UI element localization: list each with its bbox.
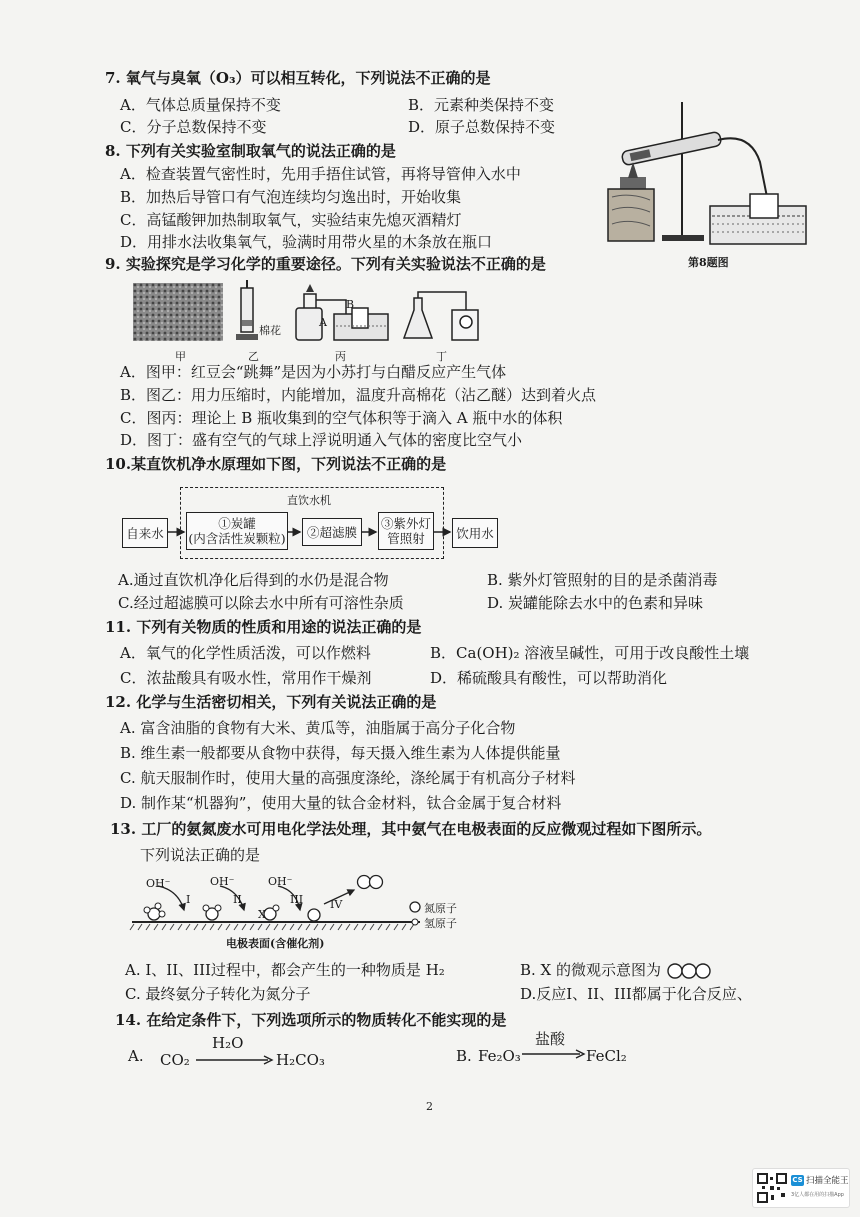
q9-label-yi: 乙 (248, 350, 259, 363)
scanner-name: 扫描全能王 (806, 1176, 849, 1186)
q10-option-a: A.通过直饮机净化后得到的水仍是混合物 (118, 571, 389, 589)
q7-option-d: D．原子总数保持不变 (408, 118, 556, 136)
q14-stem: 14. 在给定条件下，下列选项所示的物质转化不能实现的是 (115, 1011, 507, 1029)
q10-step1-line2: (内含活性炭颗粒) (188, 531, 286, 546)
q12-stem: 12. 化学与生活密切相关，下列有关说法正确的是 (105, 693, 437, 711)
q10-step3-line1: ③紫外灯 (380, 516, 431, 531)
q8-option-d: D．用排水法收集氧气，验满时用带火星的木条放在瓶口 (120, 233, 493, 251)
q10-step1-line1: ①炭罐 (218, 516, 256, 531)
q13-oh-1: OH⁻ (146, 877, 171, 890)
q9-option-d: D．图丁：盛有空气的气球上浮说明通入气体的密度比空气小 (120, 431, 523, 449)
q13-legend-n: 氮原子 (424, 902, 457, 915)
q9-figure-ding (394, 288, 484, 344)
q8-option-a: A．检查装置气密性时，先用手捂住试管，再将导管伸入水中 (120, 165, 521, 183)
q13-oh-3: OH⁻ (268, 875, 293, 888)
q13-surface-label: 电极表面(含催化剂) (226, 937, 325, 950)
q13-oh-2: OH⁻ (210, 875, 235, 888)
q9-label-jia: 甲 (175, 350, 186, 363)
q9-label-ding: 丁 (436, 350, 447, 363)
q12-option-c: C. 航天服制作时，使用大量的高强度涤纶，涤纶属于有机高分子材料 (120, 769, 576, 787)
q14-option-b-label: B. (456, 1047, 472, 1065)
q14-a-to: H₂CO₃ (276, 1051, 325, 1069)
q14-a-condition: H₂O (212, 1034, 244, 1052)
q8-stem: 8. 下列有关实验室制取氧气的说法正确的是 (105, 142, 396, 160)
q14-b-condition: 盐酸 (535, 1030, 566, 1048)
q8-option-b: B．加热后导管口有气泡连续均匀逸出时，开始收集 (120, 188, 462, 206)
q7-option-a: A．气体总质量保持不变 (120, 96, 281, 114)
q9-option-b: B．图乙：用力压缩时，内能增加，温度升高棉花（沾乙醚）达到着火点 (120, 386, 597, 404)
q9-figure-jia (133, 283, 223, 341)
q13-legend-icons (408, 900, 422, 930)
q10-machine-title: 直饮水机 (287, 494, 331, 507)
q13-step-1: I (186, 893, 191, 906)
q13-legend-h: 氢原子 (424, 917, 457, 930)
q10-step2-label: ②超滤膜 (306, 524, 357, 540)
scanner-tagline: 3亿人都在用的扫描App (791, 1192, 844, 1198)
q9-label-bing: 丙 (335, 350, 346, 363)
q13-option-b: B. X 的微观示意图为 (520, 961, 662, 979)
q7-option-b: B．元素种类保持不变 (408, 96, 555, 114)
qr-code-icon (757, 1173, 787, 1203)
q14-b-to: FeCl₂ (586, 1047, 627, 1065)
q13-step-4: IV (330, 898, 343, 911)
q14-b-arrow (520, 1048, 586, 1060)
q9-option-a: A．图甲：红豆会“跳舞”是因为小苏打与白醋反应产生气体 (120, 363, 507, 381)
q12-option-a: A. 富含油脂的食物有大米、黄瓜等，油脂属于高分子化合物 (120, 719, 516, 737)
q10-output-box (452, 518, 498, 548)
q11-option-b: B．Ca(OH)₂ 溶液呈碱性，可用于改良酸性土壤 (430, 644, 750, 662)
q11-option-a: A．氧气的化学性质活泼，可以作燃料 (120, 644, 371, 662)
q13-option-c: C. 最终氨分子转化为氮分子 (125, 985, 311, 1003)
q8-apparatus-figure (600, 92, 815, 252)
q12-option-d: D. 制作某“机器狗”，使用大量的钛合金材料，钛合金属于复合材料 (120, 794, 562, 812)
q12-option-b: B. 维生素一般都要从食物中获得，每天摄入维生素为人体提供能量 (120, 744, 561, 762)
q10-option-c: C.经过超滤膜可以除去水中所有可溶性杂质 (118, 594, 404, 612)
q13-step-2: II (233, 893, 242, 906)
q9-bottle-a-label: A (319, 316, 327, 329)
q13-option-b-molecule (667, 961, 713, 981)
q9-option-c: C．图丙：理论上 B 瓶收集到的空气体积等于滴入 A 瓶中水的体积 (120, 409, 563, 427)
q10-input-box (122, 518, 168, 548)
q9-stem: 9. 实验探究是学习化学的重要途径。下列有关实验说法不正确的是 (105, 255, 546, 273)
q7-stem: 7. 氧气与臭氧（O₃）可以相互转化，下列说法不正确的是 (105, 69, 491, 87)
cs-badge-icon: CS (792, 1176, 803, 1184)
q9-figure-bing (292, 282, 392, 344)
q14-a-arrow (194, 1054, 274, 1066)
q9-bottle-b-label: B (346, 298, 355, 311)
q13-x-label: X (258, 908, 266, 921)
q10-option-b: B. 紫外灯管照射的目的是杀菌消毒 (487, 571, 718, 589)
q7-option-c: C．分子总数保持不变 (120, 118, 267, 136)
q10-input-label: 自来水 (126, 525, 164, 541)
q11-stem: 11. 下列有关物质的性质和用途的说法正确的是 (105, 618, 422, 636)
q13-option-d: D.反应I、II、III都属于化合反应、 (520, 985, 752, 1003)
q14-option-a-label: A. (128, 1047, 144, 1065)
q9-cotton-label: 棉花 (259, 324, 281, 337)
scanner-watermark (752, 1168, 850, 1208)
q13-step-3: III (290, 893, 304, 906)
q13-stem-line1: 13. 工厂的氨氮废水可用电化学法处理，其中氨气在电极表面的反应微观过程如下图所示。 (110, 820, 712, 838)
q10-step3-line2: 管照射 (387, 531, 425, 546)
q8-figure-caption: 第8题图 (688, 256, 729, 269)
q14-b-from: Fe₂O₃ (478, 1047, 521, 1065)
q10-output-label: 饮用水 (456, 525, 494, 541)
q8-option-c: C．高锰酸钾加热制取氧气，实验结束先熄灭酒精灯 (120, 211, 462, 229)
q10-option-d: D. 炭罐能除去水中的色素和异味 (487, 594, 704, 612)
page-number: 2 (426, 1100, 433, 1113)
q11-option-c: C．浓盐酸具有吸水性，常用作干燥剂 (120, 669, 372, 687)
q10-flow-arrows (166, 524, 456, 540)
q11-option-d: D．稀硫酸具有酸性，可以帮助消化 (430, 669, 668, 687)
q10-stem: 10.某直饮机净水原理如下图，下列说法不正确的是 (105, 455, 447, 473)
q13-option-a: A. I、II、III过程中，都会产生的一种物质是 H₂ (125, 961, 445, 979)
q14-a-from: CO₂ (160, 1051, 190, 1069)
q13-stem-line2: 下列说法正确的是 (140, 846, 261, 864)
